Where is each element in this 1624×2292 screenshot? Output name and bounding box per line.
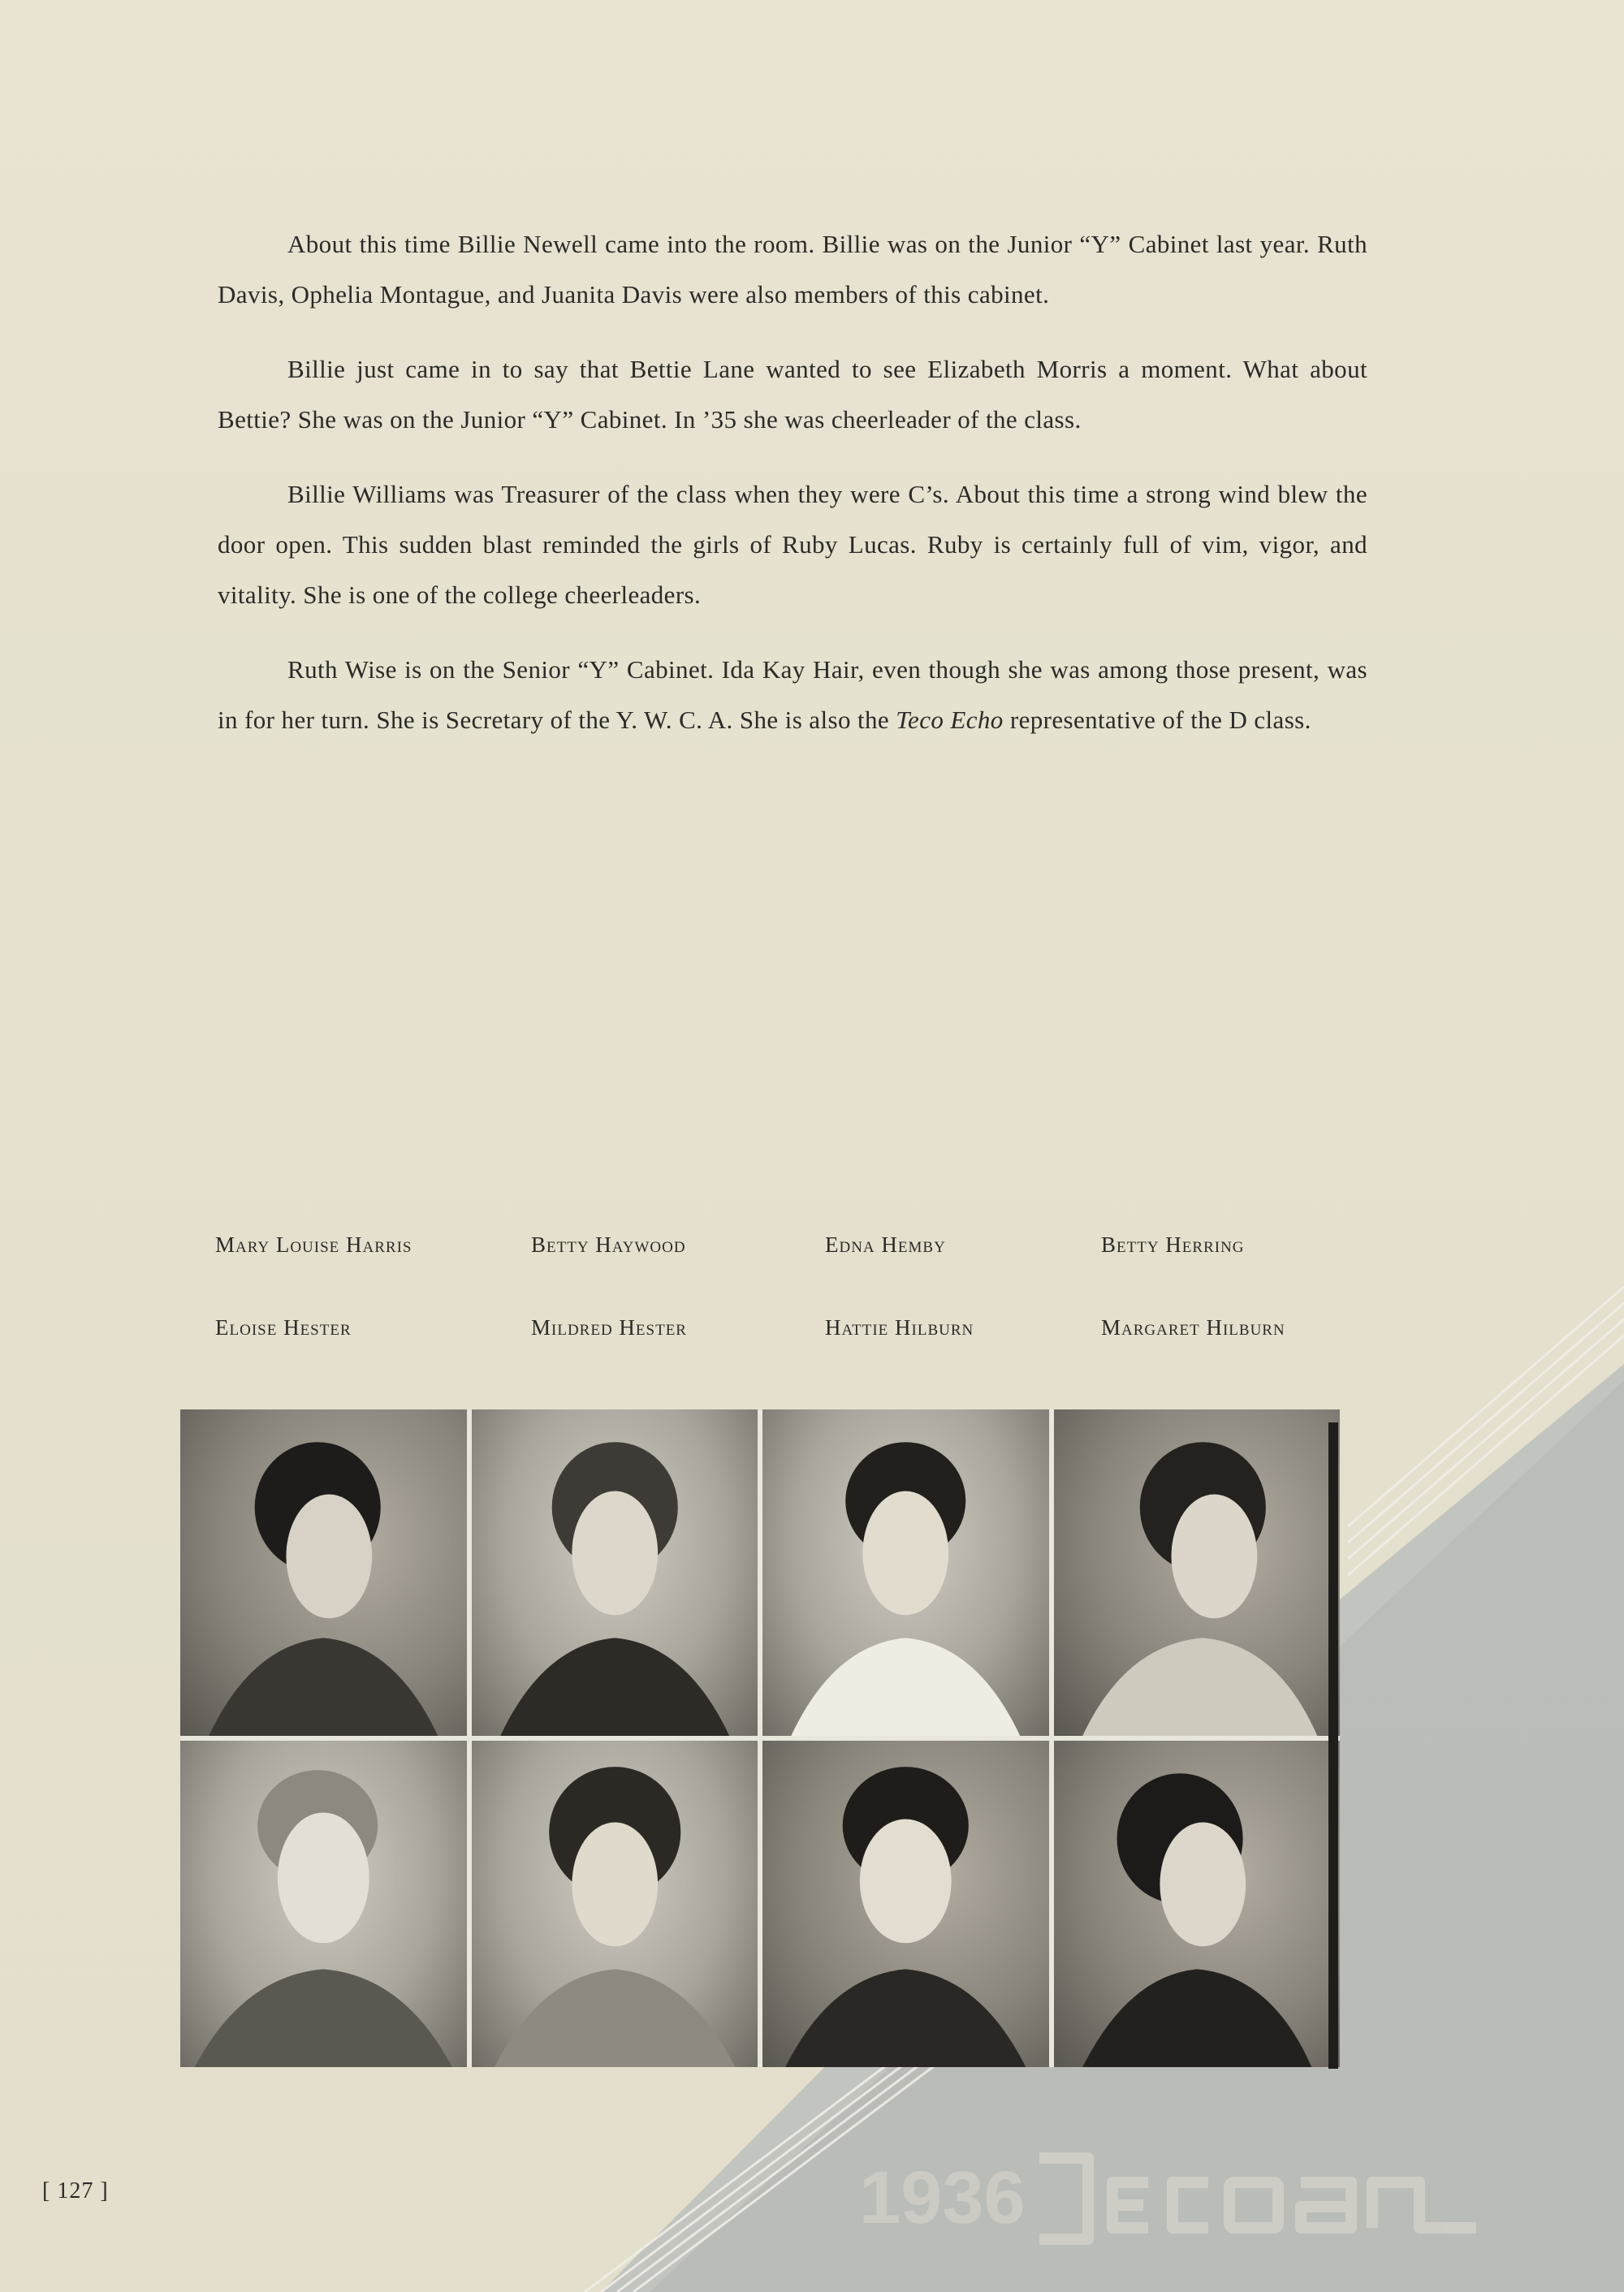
paragraph: Billie Williams was Treasurer of the class when they were C’s. About this time a strong wind blew the door open. This sudden blast reminded the girls of Ruby Lucas. Ruby is certainly full of vim, vigor, and vitality. She is one of the college cheerleaders. <box>218 480 1367 609</box>
student-name: Mary Louise Harris <box>215 1232 412 1257</box>
portrait-photo <box>472 1409 758 1736</box>
portrait-photo <box>762 1741 1049 2067</box>
portrait-icon <box>180 1741 467 2067</box>
paragraph-text: representative of the D class. <box>1003 706 1311 734</box>
paragraph: About this time Billie Newell came into the room. Billie was on the Junior “Y” Cabinet last year. Ruth Davis, Ophelia Montague, and Juanita Davis were also members of this cabinet. <box>218 230 1367 309</box>
portrait-icon <box>472 1409 758 1736</box>
name-row <box>215 1232 1368 1315</box>
paragraph-text: Ruth Wise is on the Senior “Y” Cabinet. Ida Kay Hair, even though she was among those present, was in for her turn. She is Secretary of the Y. W. C. A. She is also the <box>218 655 1367 734</box>
student-name: Eloise Hester <box>215 1315 352 1340</box>
portrait-photo <box>180 1409 467 1736</box>
portrait-photo <box>472 1741 758 2067</box>
student-name: Betty Herring <box>1101 1232 1245 1257</box>
portrait-photo <box>1054 1741 1341 2067</box>
svg-text:1936: 1936 <box>859 2156 1026 2239</box>
student-name: Edna Hemby <box>825 1232 946 1257</box>
portrait-photo <box>180 1741 467 2067</box>
tecoan-1936-logo <box>859 2143 1492 2249</box>
paragraph: Billie just came in to say that Bettie Lane wanted to see Elizabeth Morris a moment. What about Bettie? She was on the Junior “Y” Cabinet. In ’35 she was cheerleader of the class. <box>218 355 1367 434</box>
photo-frame-edge <box>1328 1422 1338 2069</box>
portrait-icon <box>762 1409 1049 1736</box>
student-name: Betty Haywood <box>531 1232 686 1257</box>
portrait-icon <box>762 1741 1049 2067</box>
student-name: Mildred Hester <box>531 1315 687 1340</box>
portrait-icon <box>1054 1409 1341 1736</box>
name-row <box>215 1315 1368 1398</box>
portrait-icon <box>180 1409 467 1736</box>
publication-title: Teco Echo <box>896 706 1004 734</box>
student-name: Hattie Hilburn <box>825 1315 974 1340</box>
narrative-text <box>218 219 1367 770</box>
portrait-photo <box>762 1409 1049 1736</box>
portrait-icon <box>1054 1741 1341 2067</box>
page-number: [ 127 ] <box>42 2178 109 2204</box>
portrait-icon <box>472 1741 758 2067</box>
portrait-photo <box>1054 1409 1341 1736</box>
portrait-grid <box>180 1409 1340 2067</box>
paragraph <box>218 645 1367 745</box>
portrait-caption-names <box>215 1232 1368 1398</box>
student-name: Margaret Hilburn <box>1101 1315 1285 1340</box>
